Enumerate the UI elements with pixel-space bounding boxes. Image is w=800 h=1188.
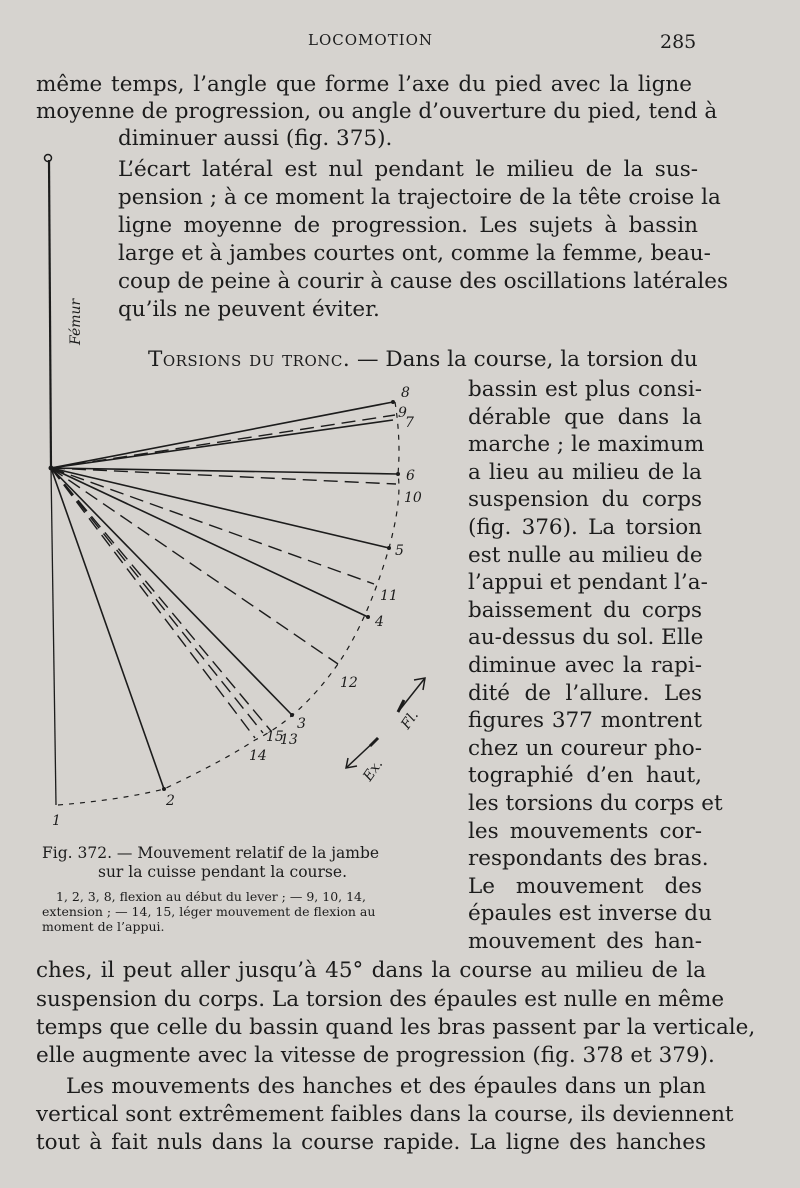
ray-label-14: 14 (249, 748, 267, 764)
column-text-line: les torsions du corps et (468, 791, 723, 816)
column-text-line: tographié d’en haut, (468, 763, 702, 789)
text-line: L’écart latéral est nul pendant le milieu de la sus- (118, 157, 698, 182)
text-line: ligne moyenne de progression. Les sujets à bassin (118, 213, 698, 238)
section-lead: — Dans la course, la torsion du (357, 347, 698, 372)
text-line: Les mouvements des hanches et des épaules dans un plan (66, 1074, 706, 1099)
column-text-line: mouvement des han- (468, 929, 702, 954)
column-text-line: marche ; le maximum (468, 432, 705, 458)
figure-caption-line: sur la cuisse pendant la course. (98, 863, 347, 881)
leg-position-15 (51, 468, 263, 733)
ray-labels (52, 385, 422, 829)
ray-label-15: 15 (266, 729, 284, 745)
column-text-line: l’appui et pendant l’a- (468, 570, 708, 596)
ray-label-10: 10 (404, 490, 422, 506)
femur-line (49, 160, 51, 468)
ray-label-12: 12 (340, 675, 358, 691)
column-text-line: au-dessus du sol. Elle (468, 625, 704, 651)
foot-trajectory (58, 402, 399, 805)
column-text-line: est nulle au milieu de (468, 542, 703, 568)
running-title: LOCOMOTION (308, 31, 434, 49)
column-text-line: bassin est plus consi- (468, 377, 702, 402)
ray-label-6: 6 (406, 468, 415, 484)
vertical-guide-line (51, 468, 56, 805)
text-line: elle augmente avec la vitesse de progression (fig. 378 et 379). (36, 1043, 715, 1068)
text-line: diminuer aussi (fig. 375). (118, 126, 393, 151)
figure-caption-line: Fig. 372. — Mouvement relatif de la jambe (42, 844, 380, 862)
column-text-line: Le mouvement des (468, 873, 702, 899)
column-text-line: dité de l’allure. Les (468, 680, 702, 706)
page-number: 285 (660, 31, 697, 53)
column-text-line: baissement du corps (468, 597, 702, 623)
column-text-line: figures 377 montrent (468, 708, 702, 734)
leg-position-2 (51, 468, 164, 789)
ray-label-13: 13 (280, 732, 298, 748)
ray-label-11: 11 (380, 588, 398, 604)
column-text-line: suspension du corps (468, 487, 702, 513)
column-text-line: dérable que dans la (468, 404, 702, 430)
text-line: vertical sont extrêmement faibles dans la course, ils deviennent (36, 1102, 734, 1127)
ray-label-7: 7 (405, 415, 414, 431)
column-text-line: a lieu au milieu de la (468, 459, 702, 485)
text-line: ches, il peut aller jusqu’à 45° dans la course au milieu de la (36, 958, 706, 983)
text-line: large et à jambes courtes ont, comme la femme, beau- (118, 241, 711, 266)
column-text-line: respondants des bras. (468, 846, 709, 872)
leg-position-8 (51, 402, 393, 468)
leg-position-12 (51, 468, 338, 664)
ray-label-1: 1 (52, 813, 61, 829)
section-heading: Torsions du tronc. (148, 347, 351, 372)
leg-position-4 (51, 468, 368, 617)
ray-label-4: 4 (375, 614, 384, 630)
text-line: tout à fait nuls dans la course rapide. La ligne des hanches (36, 1130, 706, 1155)
column-text-line: les mouvements cor- (468, 818, 702, 844)
text-line: qu’ils ne peuvent éviter. (118, 297, 380, 322)
ray-label-3: 3 (297, 716, 306, 732)
text-line: pension ; à ce moment la trajectoire de la tête croise la (118, 185, 721, 210)
text-line: coup de peine à courir à cause des oscillations latérales (118, 269, 728, 294)
ray-label-2: 2 (166, 793, 175, 809)
leg-position-9 (51, 415, 395, 468)
text-line: moyenne de progression, ou angle d’ouverture du pied, tend à (36, 99, 718, 124)
figure-legend-line: 1, 2, 3, 8, flexion au début du lever ; — 9, 10, 14, (56, 889, 366, 904)
text-line: temps que celle du bassin quand les bras passent par la verticale, (36, 1015, 756, 1040)
figure-legend-line: moment de l’appui. (42, 919, 165, 934)
figure-legend-line: extension ; — 14, 15, léger mouvement de flexion au (42, 904, 376, 919)
flexion-arrow (398, 678, 425, 712)
ray-label-5: 5 (395, 543, 404, 559)
flexion-label: Fl. (398, 707, 422, 733)
leg-position-3 (51, 468, 292, 715)
knee-joint (49, 466, 54, 471)
text-line: même temps, l’angle que forme l’axe du pied avec la ligne (36, 72, 692, 97)
column-text-line: diminue avec la rapi- (468, 653, 702, 678)
column-text-line: (fig. 376). La torsion (468, 515, 702, 540)
text-line: suspension du corps. La torsion des épaules est nulle en même (36, 987, 725, 1012)
ray-label-8: 8 (401, 385, 410, 401)
extension-label: Ex. (360, 756, 387, 785)
column-text-line: chez un coureur pho- (468, 735, 702, 761)
column-text-line: épaules est inverse du (468, 901, 712, 927)
ray-label-9: 9 (398, 405, 407, 421)
femur-label: Fémur (68, 298, 84, 345)
